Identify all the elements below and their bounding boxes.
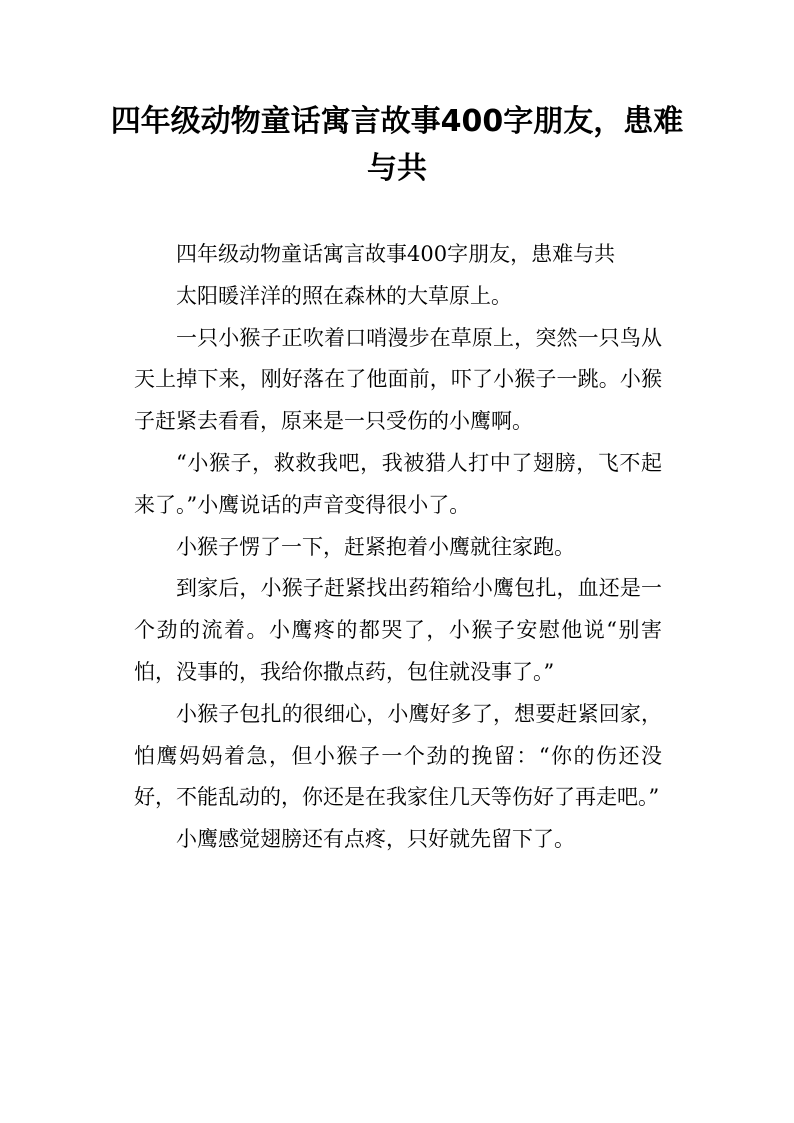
paragraph: 小猴子愣了一下，赶紧抱着小鹰就往家跑。 [176,534,575,559]
paragraph: “小猴子，救救我吧，我被猎人打中了翅膀，飞不起来了。”小鹰说话的声音变得很小了。 [134,450,662,517]
paragraph: 小猴子包扎的很细心，小鹰好多了，想要赶紧回家，怕鹰妈妈着急，但小猴子一个劲的挽留：“你的伤还没好，不能乱动的，你还是在我家住几天等伤好了再走吧。” [134,701,662,810]
paragraph: 太阳暖洋洋的照在森林的大草原上。 [176,283,512,308]
paragraph: 到家后，小猴子赶紧找出药箱给小鹰包扎，血还是一个劲的流着。小鹰疼的都哭了，小猴子安慰他说“别害怕，没事的，我给你撒点药，包住就没事了。” [134,576,662,684]
paragraph: 四年级动物童话寓言故事400字朋友，患难与共 [176,242,616,266]
paragraph: 小鹰感觉翅膀还有点疼，只好就先留下了。 [176,827,575,852]
document-body [134,234,662,861]
paragraph: 一只小猴子正吹着口哨漫步在草原上，突然一只鸟从天上掉下来，刚好落在了他面前，吓了小猴子一跳。小猴子赶紧去看看，原来是一只受伤的小鹰啊。 [134,325,662,434]
document-title: 四年级动物童话寓言故事400字朋友，患难与共 [110,104,684,186]
